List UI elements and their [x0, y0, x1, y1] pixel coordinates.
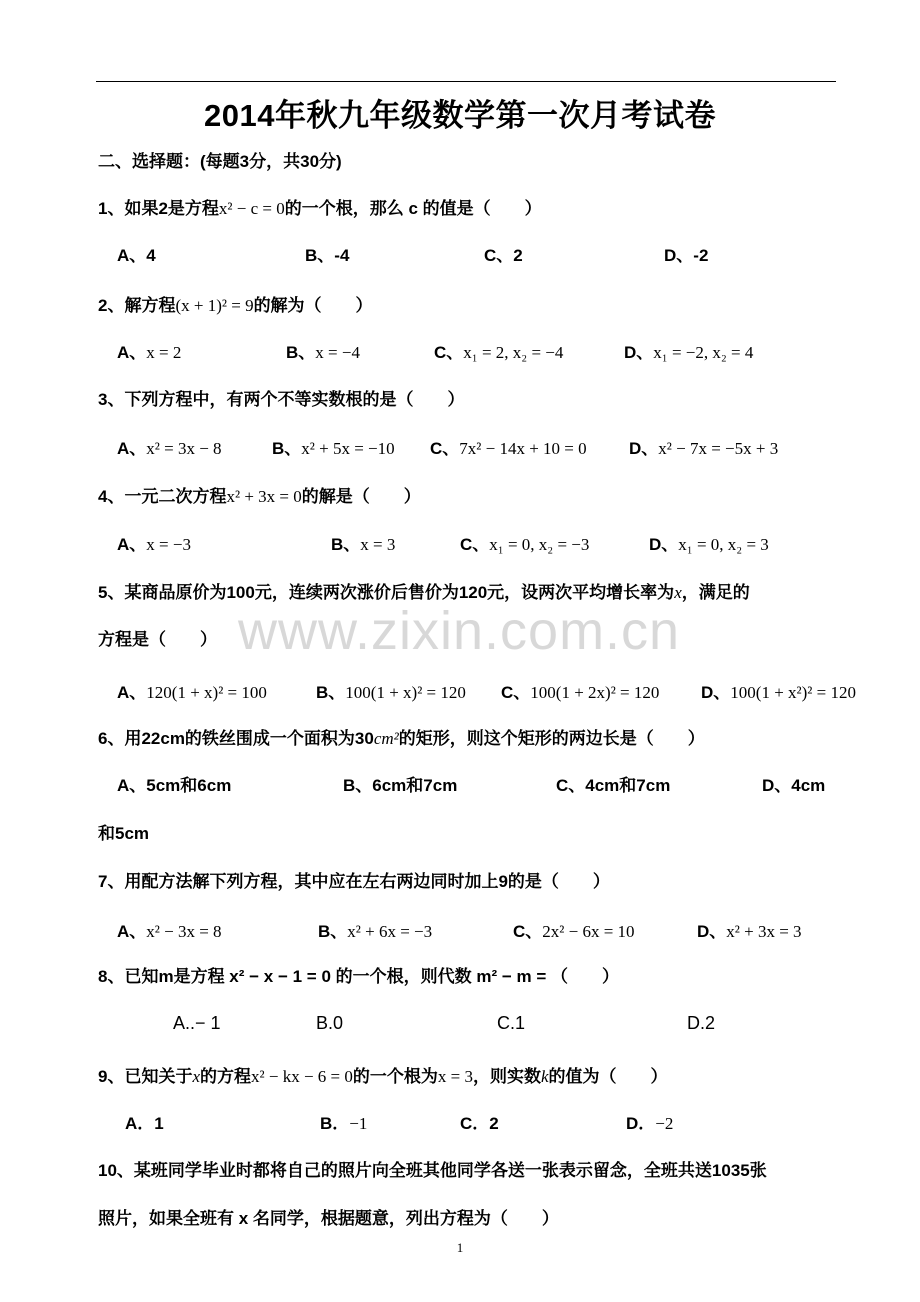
question-10-line-1: 10、某班同学毕业时都将自己的照片向全班其他同学各送一张表示留念，全班共送1035张	[98, 1161, 767, 1180]
q2-label-d: D、	[624, 343, 654, 362]
q9-label-d: D．	[626, 1114, 656, 1133]
q9-value-d: −2	[655, 1114, 674, 1133]
q4-label-c: C、	[460, 535, 490, 554]
q9-label-c: C．	[460, 1114, 490, 1133]
q9-value-b: −1	[349, 1114, 368, 1133]
q2-label-a: A、	[117, 343, 147, 362]
q9-value-a: 1	[154, 1114, 164, 1133]
q5-option-c	[501, 678, 659, 703]
q8-option-c: C.1	[497, 1013, 526, 1033]
question-9	[98, 1062, 668, 1087]
q2-prefix: 2、解方程	[98, 296, 176, 315]
q9-variable-x: x	[192, 1067, 201, 1086]
q4-value-b: x = 3	[360, 535, 396, 554]
q4-suffix: 的解是（ ）	[301, 487, 421, 506]
q7-value-d: x² + 3x = 3	[726, 922, 802, 941]
q2-label-c: C、	[434, 343, 464, 362]
page-title: 2014年秋九年级数学第一次月考试卷	[204, 98, 716, 133]
q5-option-a	[117, 678, 267, 703]
q3-label-a: A、	[117, 439, 147, 458]
q7-value-c: 2x² − 6x = 10	[542, 922, 635, 941]
q7-value-a: x² − 3x = 8	[146, 922, 222, 941]
q9-option-d	[626, 1109, 673, 1134]
q5-value-a: 120(1 + x)² = 100	[146, 683, 267, 702]
q5-text-a: 5、某商品原价为100元，连续两次涨价后售价为120元，设两次平均增长率为	[98, 583, 675, 602]
q6-prefix: 6、用22cm的铁丝围成一个面积为30	[98, 729, 374, 748]
q9-label-b: B．	[320, 1114, 350, 1133]
q2-option-b	[286, 338, 360, 363]
q2-option-a	[117, 338, 181, 363]
question-1	[98, 194, 542, 219]
q4-label-d: D、	[649, 535, 679, 554]
q3-value-b: x² + 5x = −10	[301, 439, 395, 458]
q3-label-c: C、	[430, 439, 460, 458]
q7-option-b	[318, 917, 432, 942]
q5-label-a: A、	[117, 683, 147, 702]
q2-value-c: x₁ = 2, x₂ = −4	[463, 343, 564, 362]
q9-label-a: A．	[125, 1114, 155, 1133]
q7-label-a: A、	[117, 922, 147, 941]
q7-option-c	[513, 917, 635, 942]
q4-value-c: x₁ = 0, x₂ = −3	[489, 535, 590, 554]
q6-option-b: B、6cm和7cm	[343, 776, 458, 795]
q5-value-d: 100(1 + x²)² = 120	[730, 683, 856, 702]
section-heading: 二、选择题：(每题3分，共30分)	[98, 152, 342, 171]
q4-option-b	[331, 530, 395, 555]
q9-text-3: 的一个根为	[352, 1067, 438, 1086]
q7-option-d	[697, 917, 802, 942]
q7-label-b: B、	[318, 922, 348, 941]
q3-option-d	[629, 434, 778, 459]
q1-option-d: D、-2	[664, 246, 709, 265]
question-7: 7、用配方法解下列方程，其中应在左右两边同时加上9的是（ ）	[98, 872, 610, 891]
q3-value-a: x² = 3x − 8	[146, 439, 222, 458]
q2-option-c	[434, 338, 563, 363]
question-10-line-2: 照片，如果全班有 x 名同学，根据题意，列出方程为（ ）	[98, 1209, 559, 1228]
q1-option-b: B、-4	[305, 246, 350, 265]
q9-root: x = 3	[437, 1067, 473, 1086]
q1-equation: x² − c = 0	[218, 199, 285, 218]
q9-text-2: 的方程	[200, 1067, 252, 1086]
q9-text-1: 9、已知关于	[98, 1067, 193, 1086]
q9-option-c	[460, 1109, 499, 1134]
question-8: 8、已知m是方程 x² − x − 1 = 0 的一个根，则代数 m² − m = （ ）	[98, 967, 619, 986]
q7-label-c: C、	[513, 922, 543, 941]
q3-option-a	[117, 434, 222, 459]
q9-text-5: 的值为（ ）	[548, 1067, 668, 1086]
q3-option-c	[430, 434, 587, 459]
q3-value-d: x² − 7x = −5x + 3	[658, 439, 779, 458]
q8-option-b: B.0	[316, 1013, 344, 1033]
q2-suffix: 的解为（ ）	[253, 296, 373, 315]
q4-label-b: B、	[331, 535, 361, 554]
header-rule	[96, 81, 836, 82]
q5-value-c: 100(1 + 2x)² = 120	[530, 683, 660, 702]
q5-value-b: 100(1 + x)² = 120	[345, 683, 466, 702]
q3-value-c: 7x² − 14x + 10 = 0	[459, 439, 587, 458]
q6-option-c: C、4cm和7cm	[556, 776, 671, 795]
q6-unit: cm²	[373, 729, 399, 748]
q9-equation: x² − kx − 6 = 0	[251, 1067, 353, 1086]
q4-option-c	[460, 530, 589, 555]
q8-option-d: D.2	[687, 1013, 716, 1033]
question-4	[98, 482, 421, 507]
q5-option-d	[701, 678, 856, 703]
q6-option-d-wrap: 和5cm	[98, 824, 150, 843]
q6-option-a: A、5cm和6cm	[117, 776, 232, 795]
q2-value-b: x = −4	[315, 343, 360, 362]
q3-label-d: D、	[629, 439, 659, 458]
q7-option-a	[117, 917, 222, 942]
watermark: www.zixin.com.cn	[238, 601, 681, 661]
q4-equation: x² + 3x = 0	[226, 487, 302, 506]
q8-option-a: A..− 1	[173, 1013, 221, 1033]
q4-prefix: 4、一元二次方程	[98, 487, 227, 506]
q4-option-a	[117, 530, 191, 555]
question-6	[98, 724, 705, 749]
q3-option-b	[272, 434, 395, 459]
q5-text-b: ，满足的	[681, 583, 750, 602]
q9-variable-k: k	[540, 1067, 549, 1086]
q2-option-d	[624, 338, 753, 363]
q4-option-d	[649, 530, 769, 555]
q6-option-d: D、4cm	[762, 776, 826, 795]
q5-label-b: B、	[316, 683, 346, 702]
q9-value-c: 2	[489, 1114, 499, 1133]
question-5-line-2: 方程是（ ）	[98, 630, 217, 649]
q1-suffix: 的一个根，那么 c 的值是（ ）	[284, 199, 542, 218]
q2-label-b: B、	[286, 343, 316, 362]
q2-equation: (x + 1)² = 9	[175, 296, 254, 315]
q2-value-d: x₁ = −2, x₂ = 4	[653, 343, 754, 362]
q9-option-b	[320, 1109, 367, 1134]
q5-option-b	[316, 678, 466, 703]
question-2	[98, 291, 373, 316]
question-3: 3、下列方程中，有两个不等实数根的是（ ）	[98, 390, 465, 409]
q1-prefix: 1、如果2是方程	[98, 199, 219, 218]
q7-label-d: D、	[697, 922, 727, 941]
page-number: 1	[456, 1240, 464, 1255]
q5-label-c: C、	[501, 683, 531, 702]
q3-label-b: B、	[272, 439, 302, 458]
q4-value-a: x = −3	[146, 535, 191, 554]
q1-option-a: A、4	[117, 246, 156, 265]
q2-value-a: x = 2	[146, 343, 182, 362]
q5-label-d: D、	[701, 683, 731, 702]
q1-option-c: C、2	[484, 246, 523, 265]
q5-variable: x	[674, 583, 682, 602]
q4-value-d: x₁ = 0, x₂ = 3	[678, 535, 769, 554]
q6-suffix: 的矩形，则这个矩形的两边长是（ ）	[398, 729, 705, 748]
q9-text-4: ，则实数	[472, 1067, 541, 1086]
q9-option-a	[125, 1109, 164, 1134]
q4-label-a: A、	[117, 535, 147, 554]
q7-value-b: x² + 6x = −3	[347, 922, 433, 941]
